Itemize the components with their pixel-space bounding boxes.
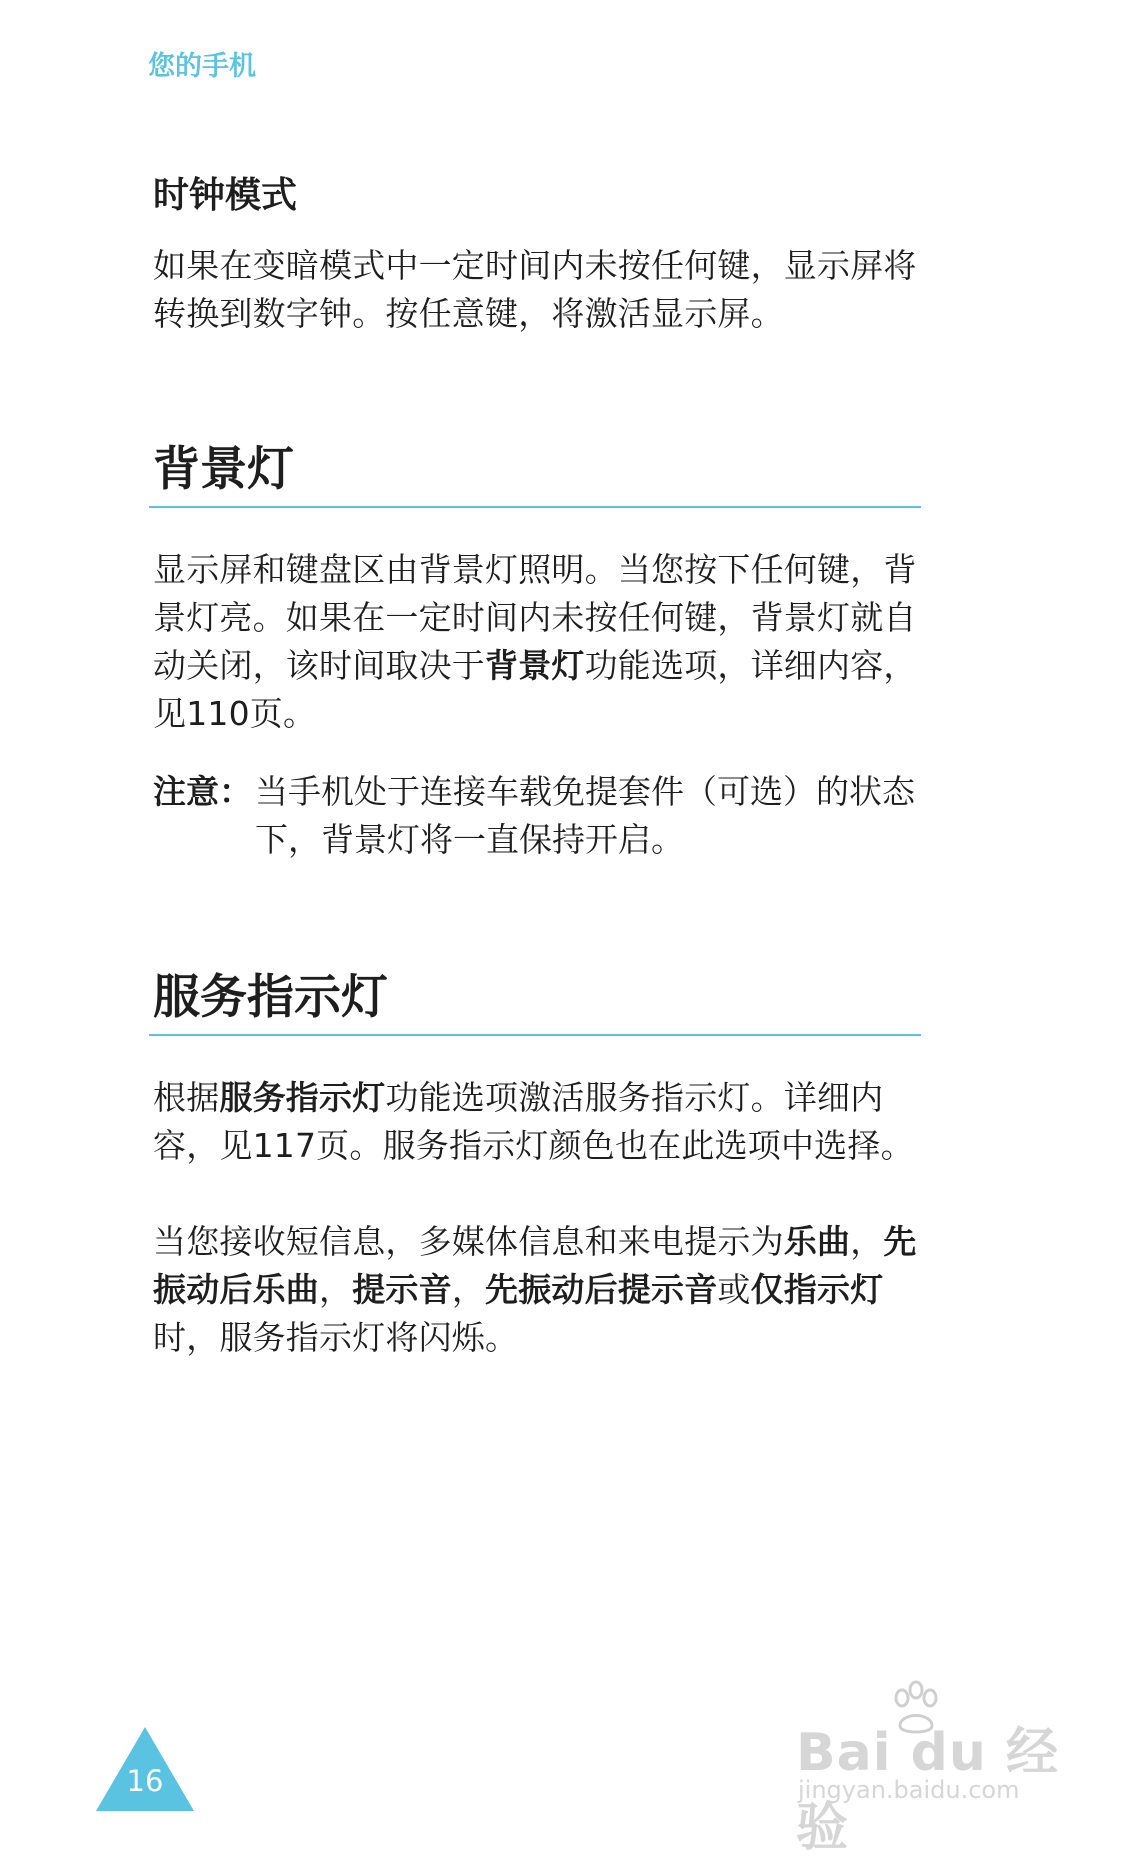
page-number: 16: [126, 1764, 164, 1798]
watermark-brand: Bai du 经验: [796, 1723, 1059, 1858]
watermark-url: jingyan.baidu.com: [798, 1776, 1020, 1804]
section-title: 背景灯: [153, 442, 294, 497]
note-label: 注意：: [153, 772, 252, 811]
bold-term: 背景灯: [485, 646, 585, 685]
section-body: [153, 1074, 925, 1170]
body-text: 显示屏和键盘区由背景灯照明。当您按下任何键，背景灯亮。如果在一定时间内未按任何键，背景灯就自动关闭，该时间取决于: [153, 550, 917, 685]
bold-term: 乐曲: [783, 1222, 851, 1261]
section-service-light: [153, 968, 925, 1362]
section-body: [153, 546, 925, 738]
section-backlight: [153, 440, 925, 864]
body-text: 当您接收短信息，多媒体信息和来电提示为: [153, 1222, 784, 1261]
body-text: 根据: [153, 1078, 220, 1117]
body-text: 功能选项激活服务指示灯。详细内容，见117页。服务指示灯颜色也在此选项中选择。: [153, 1078, 914, 1165]
body-text: ，: [319, 1270, 353, 1309]
section-body: [153, 1218, 925, 1362]
note-body: 当手机处于连接车载免提套件（可选）的状态下，背景灯将一直保持开启。: [255, 772, 915, 859]
note-block: [153, 768, 925, 864]
chapter-header: 您的手机: [148, 51, 256, 82]
baidu-watermark: [796, 1680, 1076, 1858]
body-text: 功能选项，详细内容，见110页。: [153, 646, 917, 733]
body-text: ，: [451, 1270, 486, 1309]
body-text: 或: [717, 1270, 751, 1309]
section-body: 如果在变暗模式中一定时间内未按任何键，显示屏将转换到数字钟。按任意键，将激活显示屏。: [153, 246, 917, 333]
section-divider: [149, 1034, 921, 1036]
section-title: 时钟模式: [153, 175, 298, 216]
body-text: 时，服务指示灯将闪烁。: [153, 1318, 519, 1357]
bold-term: 先振动后乐曲: [153, 1222, 917, 1309]
section-divider: [149, 506, 921, 508]
section-clock-mode: [153, 172, 925, 338]
section-title: 服务指示灯: [153, 970, 388, 1025]
bold-term: 先振动后提示音: [485, 1270, 718, 1309]
bold-term: 服务指示灯: [219, 1078, 386, 1117]
body-text: ，: [850, 1222, 884, 1261]
bold-term: 提示音: [352, 1270, 452, 1309]
bold-term: 仅指示灯: [750, 1270, 884, 1309]
